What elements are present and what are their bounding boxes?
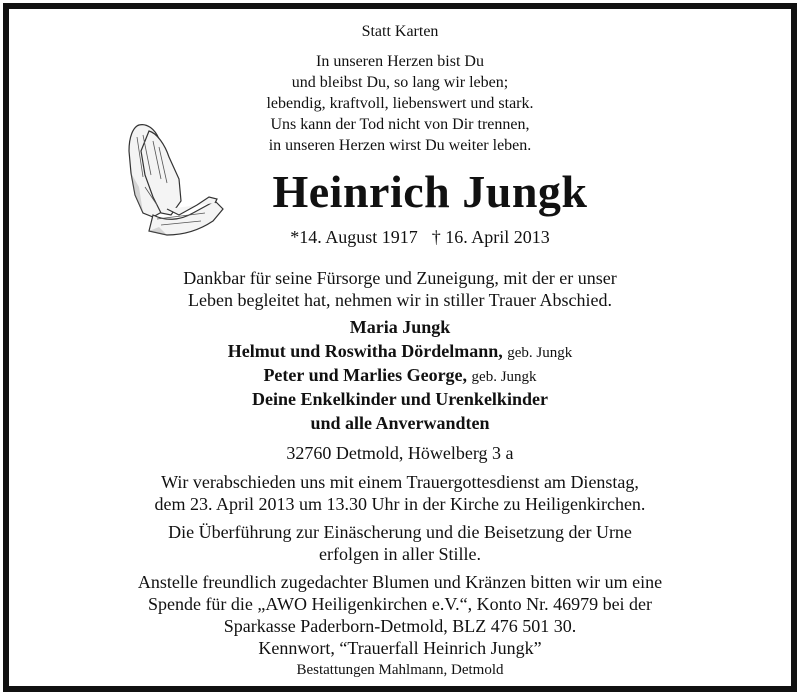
intro-text: [9, 267, 791, 311]
family-member-name: Maria Jungk: [349, 317, 451, 337]
service-line: Wir verabschieden uns mit einem Trauergottesdienst am Dienstag,: [161, 472, 639, 492]
urn-info: [9, 521, 791, 565]
life-dates: [29, 227, 800, 248]
poem-line: und bleibst Du, so lang wir leben;: [291, 74, 509, 91]
obituary-notice: [3, 3, 797, 692]
statt-karten-label: Statt Karten: [361, 23, 439, 40]
service-line: dem 23. April 2013 um 13.30 Uhr in der Kirche zu Heiligenkirchen.: [154, 494, 646, 514]
deceased-name: Heinrich Jungk: [272, 166, 588, 217]
family-member-note: geb. Jungk: [471, 369, 537, 385]
poem-line: lebendig, kraftvoll, liebenswert und stark.: [266, 95, 534, 112]
service-info: [9, 471, 791, 515]
family-member: [9, 339, 791, 363]
donation-line: Sparkasse Paderborn-Detmold, BLZ 476 501 30.: [223, 616, 577, 636]
urn-line: Die Überführung zur Einäscherung und die Beisetzung der Urne: [168, 522, 632, 542]
family-member-name: und alle Anverwandten: [310, 413, 490, 433]
donation-line: Kennwort, “Trauerfall Heinrich Jungk”: [258, 638, 542, 658]
family-member-note: geb. Jungk: [507, 345, 573, 361]
poem-line: in unseren Herzen wirst Du weiter leben.: [268, 137, 532, 154]
family-member: [9, 315, 791, 339]
donation-line: Spende für die „AWO Heiligenkirchen e.V.“, Konto Nr. 46979 bei der: [147, 594, 653, 614]
donation-line: Anstelle freundlich zugedachter Blumen und Kränzen bitten wir um eine: [137, 572, 663, 592]
poem-line: Uns kann der Tod nicht von Dir trennen,: [270, 116, 530, 133]
funeral-home: Bestattungen Mahlmann, Detmold: [296, 662, 504, 678]
donation-info: [9, 571, 791, 659]
death-date: † 16. April 2013: [431, 227, 550, 247]
intro-line: Dankbar für seine Fürsorge und Zuneigung, mit der er unser: [183, 268, 617, 288]
family-member-name: Deine Enkelkinder und Urenkelkinder: [252, 389, 548, 409]
family-member: [9, 411, 791, 435]
intro-line: Leben begleitet hat, nehmen wir in stiller Trauer Abschied.: [188, 290, 612, 310]
family-member: [9, 387, 791, 411]
address: 32760 Detmold, Höwelberg 3 a: [286, 443, 514, 463]
birth-date: *14. August 1917: [290, 227, 418, 247]
poem-line: In unseren Herzen bist Du: [316, 53, 484, 70]
family-member: [9, 363, 791, 387]
urn-line: erfolgen in aller Stille.: [319, 544, 481, 564]
family-member-name: Peter und Marlies George,: [263, 365, 468, 385]
family-member-name: Helmut und Roswitha Dördelmann,: [227, 341, 503, 361]
family-list: [9, 315, 791, 435]
